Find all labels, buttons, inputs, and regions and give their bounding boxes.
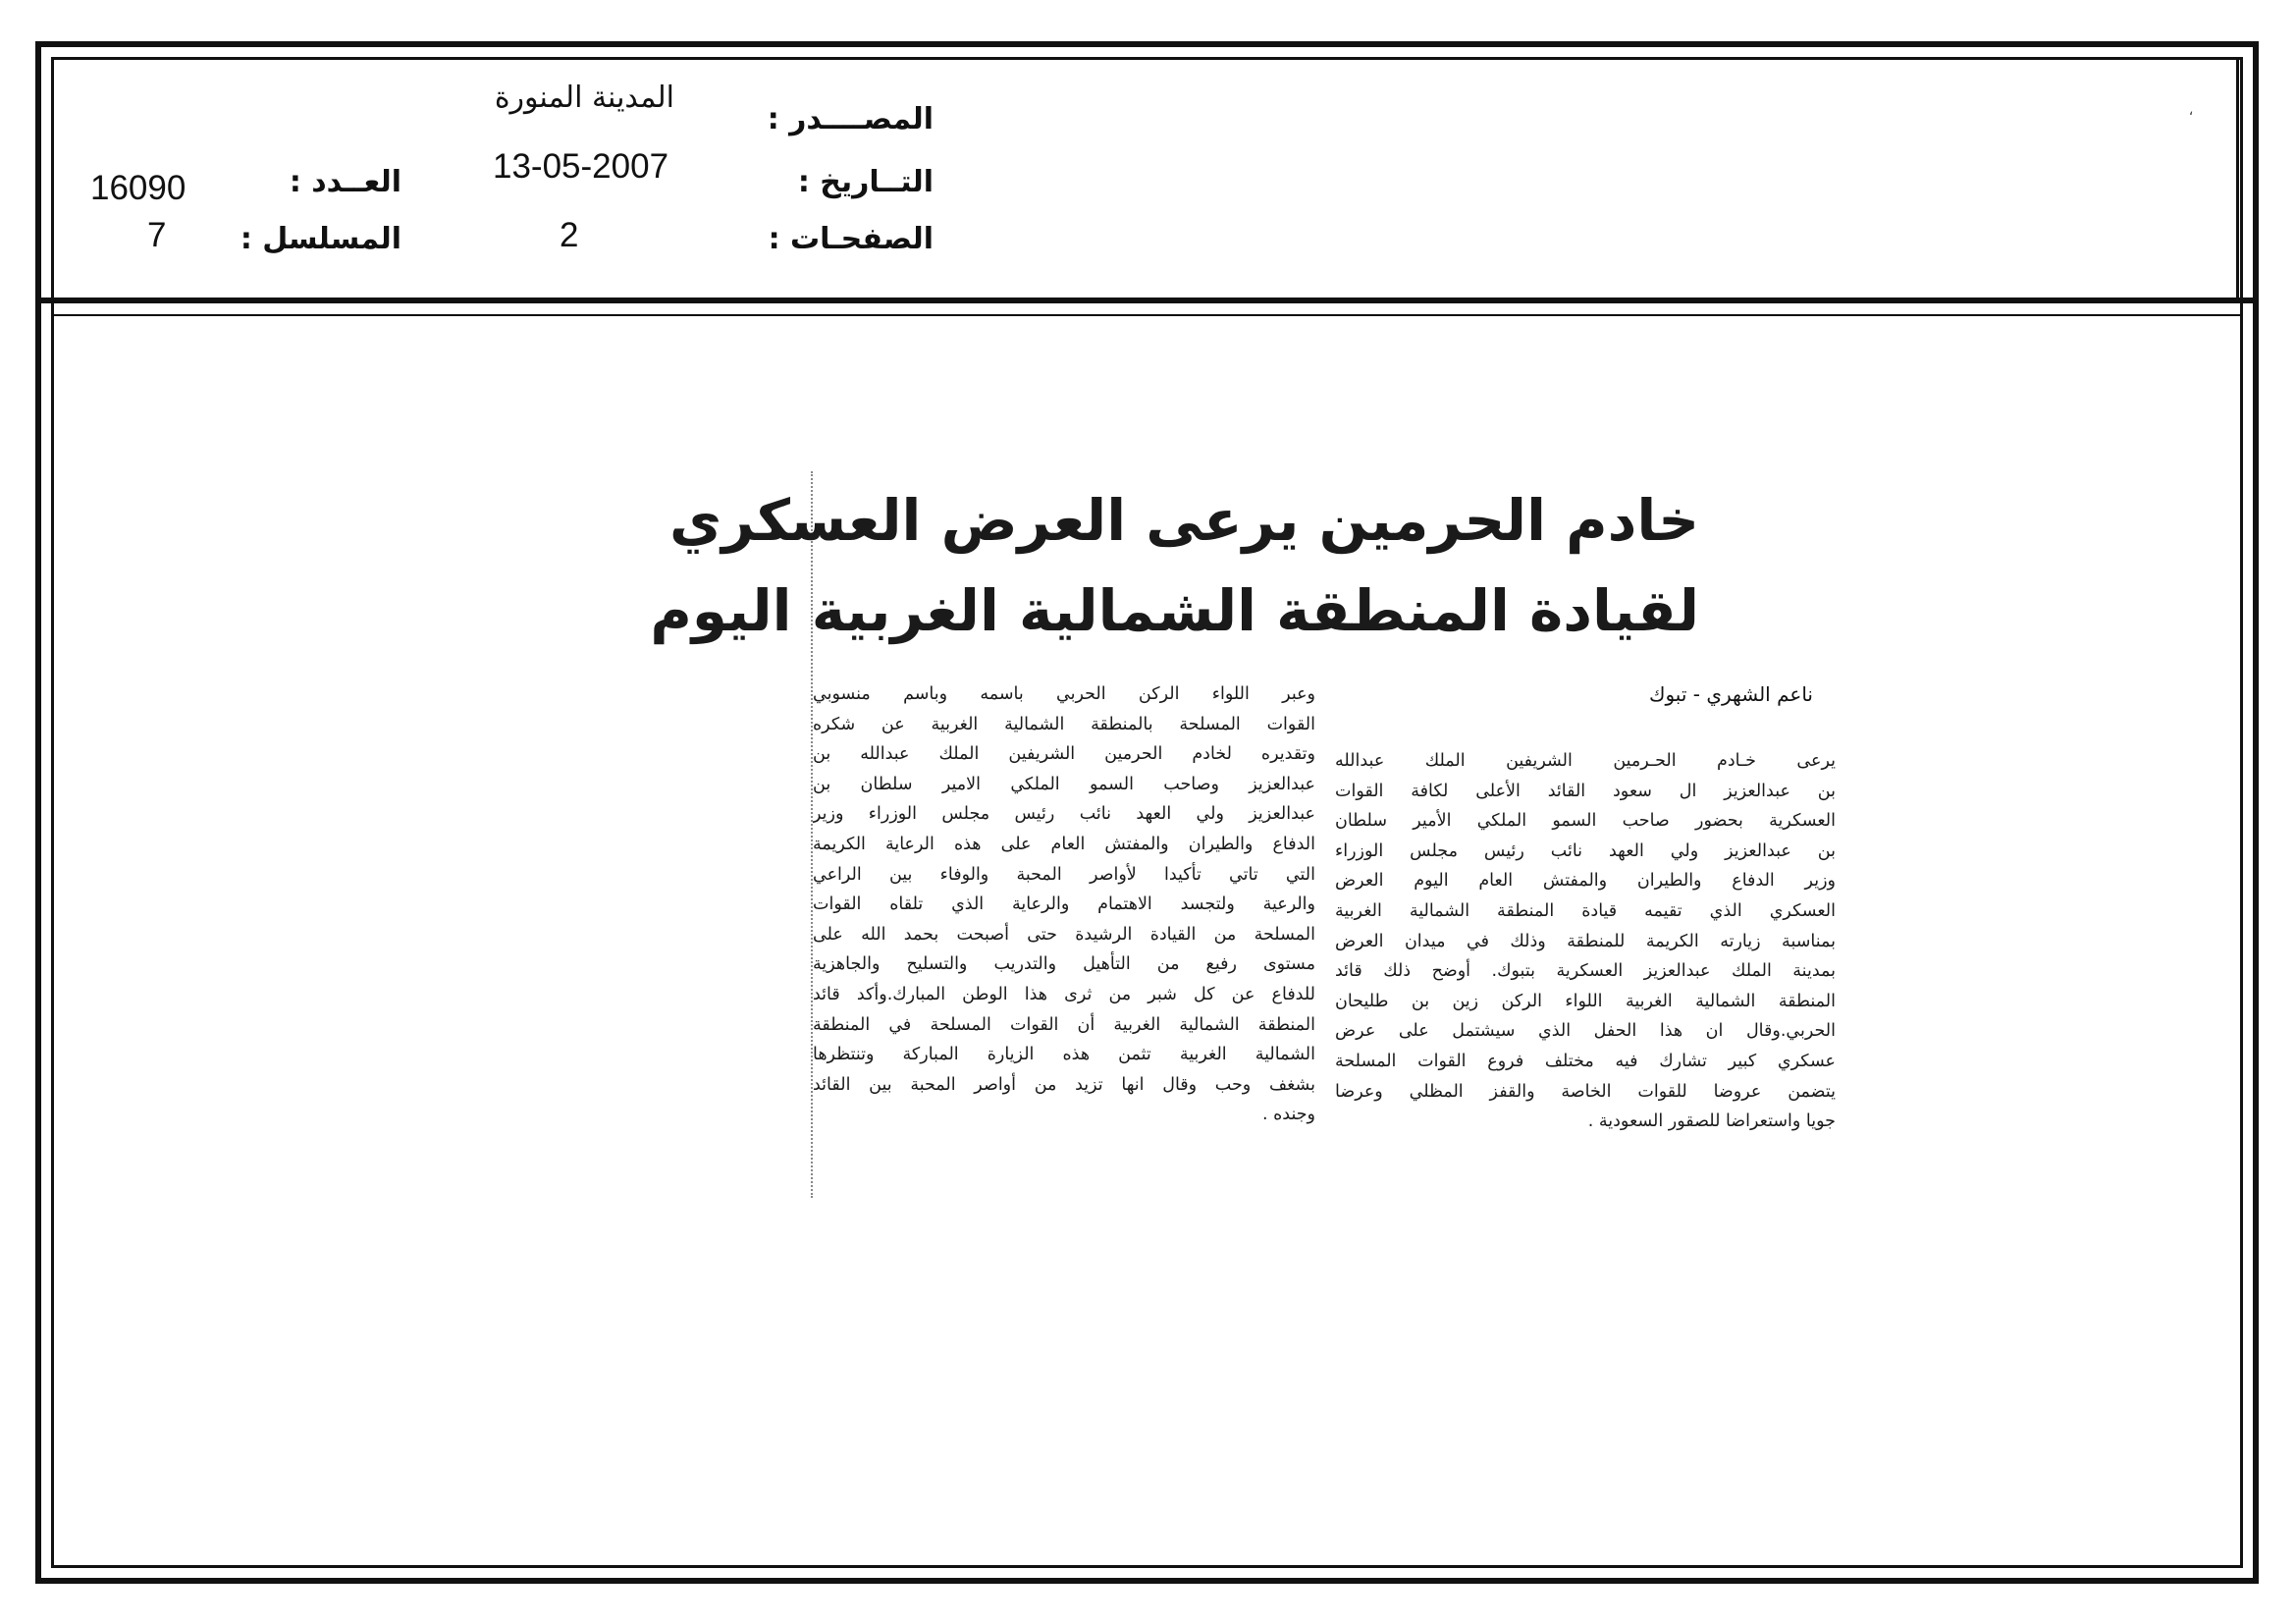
byline: ناعم الشهري - تبوك: [1648, 682, 1813, 706]
article-line: بمناسبة زيارته الكريمة للمنطقة وذلك في ميدان العرض: [1335, 931, 1836, 951]
article-line: للدفاع عن كل شبر من ثرى هذا الوطن المبارك.وأكد قائد: [813, 984, 1315, 1004]
article-line: جويا واستعراضا للصقور السعودية .: [1587, 1111, 1836, 1132]
corner-mark: ‘: [2189, 110, 2194, 126]
article-line: عسكري كبير تشارك فيه مختلف فروع القوات المسلحة: [1335, 1051, 1836, 1071]
article-line: العسكرية بحضور صاحب السمو الملكي الأمير سلطان: [1335, 811, 1836, 832]
article-line: والرعية ولتجسد الاهتمام والرعاية الذي تلقاه القوات: [813, 894, 1315, 915]
source-value: المدينة المنورة: [494, 81, 674, 115]
source-label: المصــــدر :: [767, 102, 934, 136]
pages-label: الصفحـات :: [768, 222, 934, 256]
headline-line-1: خادم الحرمين يرعى العرض العسكري: [669, 487, 1699, 554]
article-line: وجنده .: [1261, 1105, 1315, 1125]
issue-label: العــدد :: [289, 165, 401, 199]
article-line: عبدالعزيز وصاحب السمو الملكي الامير سلطان بن: [813, 774, 1315, 794]
article-column-left: [813, 679, 1315, 1130]
serial-label: المسلسل :: [240, 222, 401, 256]
article-line: وتقديره لخادم الحرمين الشريفين الملك عبدالله بن: [813, 744, 1315, 765]
article-line: القوات المسلحة بالمنطقة الشمالية الغربية عن شكره: [813, 714, 1315, 734]
article-line: المنطقة الشمالية الغربية أن القوات المسلحة في المنطقة: [813, 1014, 1315, 1035]
article-line: وعبر اللواء الركن الحربي باسمه وباسم منسوبي: [813, 684, 1315, 704]
article-line: العسكري الذي تقيمه قيادة المنطقة الشمالية الغربية: [1335, 900, 1836, 921]
article-line: مستوى رفيع من التأهيل والتدريب والتسليح والجاهزية: [813, 954, 1315, 975]
header-right-rule: [2236, 57, 2239, 298]
article-line: الحربي.وقال ان هذا الحفل الذي سيشتمل على عرض: [1335, 1021, 1836, 1042]
article-line: بن عبدالعزيز ال سعود القائد الأعلى لكافة القوات: [1335, 781, 1836, 801]
article-line: المنطقة الشمالية الغربية اللواء الركن زين بن طليحان: [1335, 991, 1836, 1011]
article-line: وزير الدفاع والطيران والمفتش العام اليوم العرض: [1335, 871, 1836, 892]
issue-value: 16090: [90, 169, 187, 207]
article-line: بشغف وحب وقال انها تزيد من أواصر المحبة بين القائد: [813, 1074, 1315, 1095]
article-line: يرعى خـادم الحـرمين الشريفين الملك عبدالله: [1335, 751, 1836, 771]
date-label: التــاريخ :: [797, 165, 934, 199]
article-line: الدفاع والطيران والمفتش العام على هذه الرعاية الكريمة: [813, 834, 1315, 854]
article-line: المسلحة من القيادة الرشيدة حتى أصبحت بحمد الله على: [813, 924, 1315, 945]
article-line: يتضمن عروضا للقوات الخاصة والقفز المظلي وعرضا: [1335, 1081, 1836, 1102]
serial-value: 7: [147, 216, 167, 254]
pages-value: 2: [560, 216, 579, 254]
article-column-right: [1335, 746, 1836, 1137]
header-divider-inner: [51, 314, 2243, 316]
article-line: بن عبدالعزيز ولي العهد نائب رئيس مجلس الوزراء: [1335, 840, 1836, 861]
article-line: التي تاتي تأكيدا لأواصر المحبة والوفاء بين الراعي: [813, 864, 1315, 885]
date-value: 13-05-2007: [493, 147, 669, 186]
headline-line-2: لقيادة المنطقة الشمالية الغربية اليوم: [650, 577, 1699, 644]
article-line: بمدينة الملك عبدالعزيز العسكرية بتبوك. أوضح ذلك قائد: [1335, 961, 1836, 982]
article-line: الشمالية الغربية تثمن هذه الزيارة المباركة وتنتظرها: [813, 1045, 1315, 1065]
header-divider: [35, 298, 2259, 303]
article-line: عبدالعزيز ولي العهد نائب رئيس مجلس الوزراء وزير: [813, 804, 1315, 825]
